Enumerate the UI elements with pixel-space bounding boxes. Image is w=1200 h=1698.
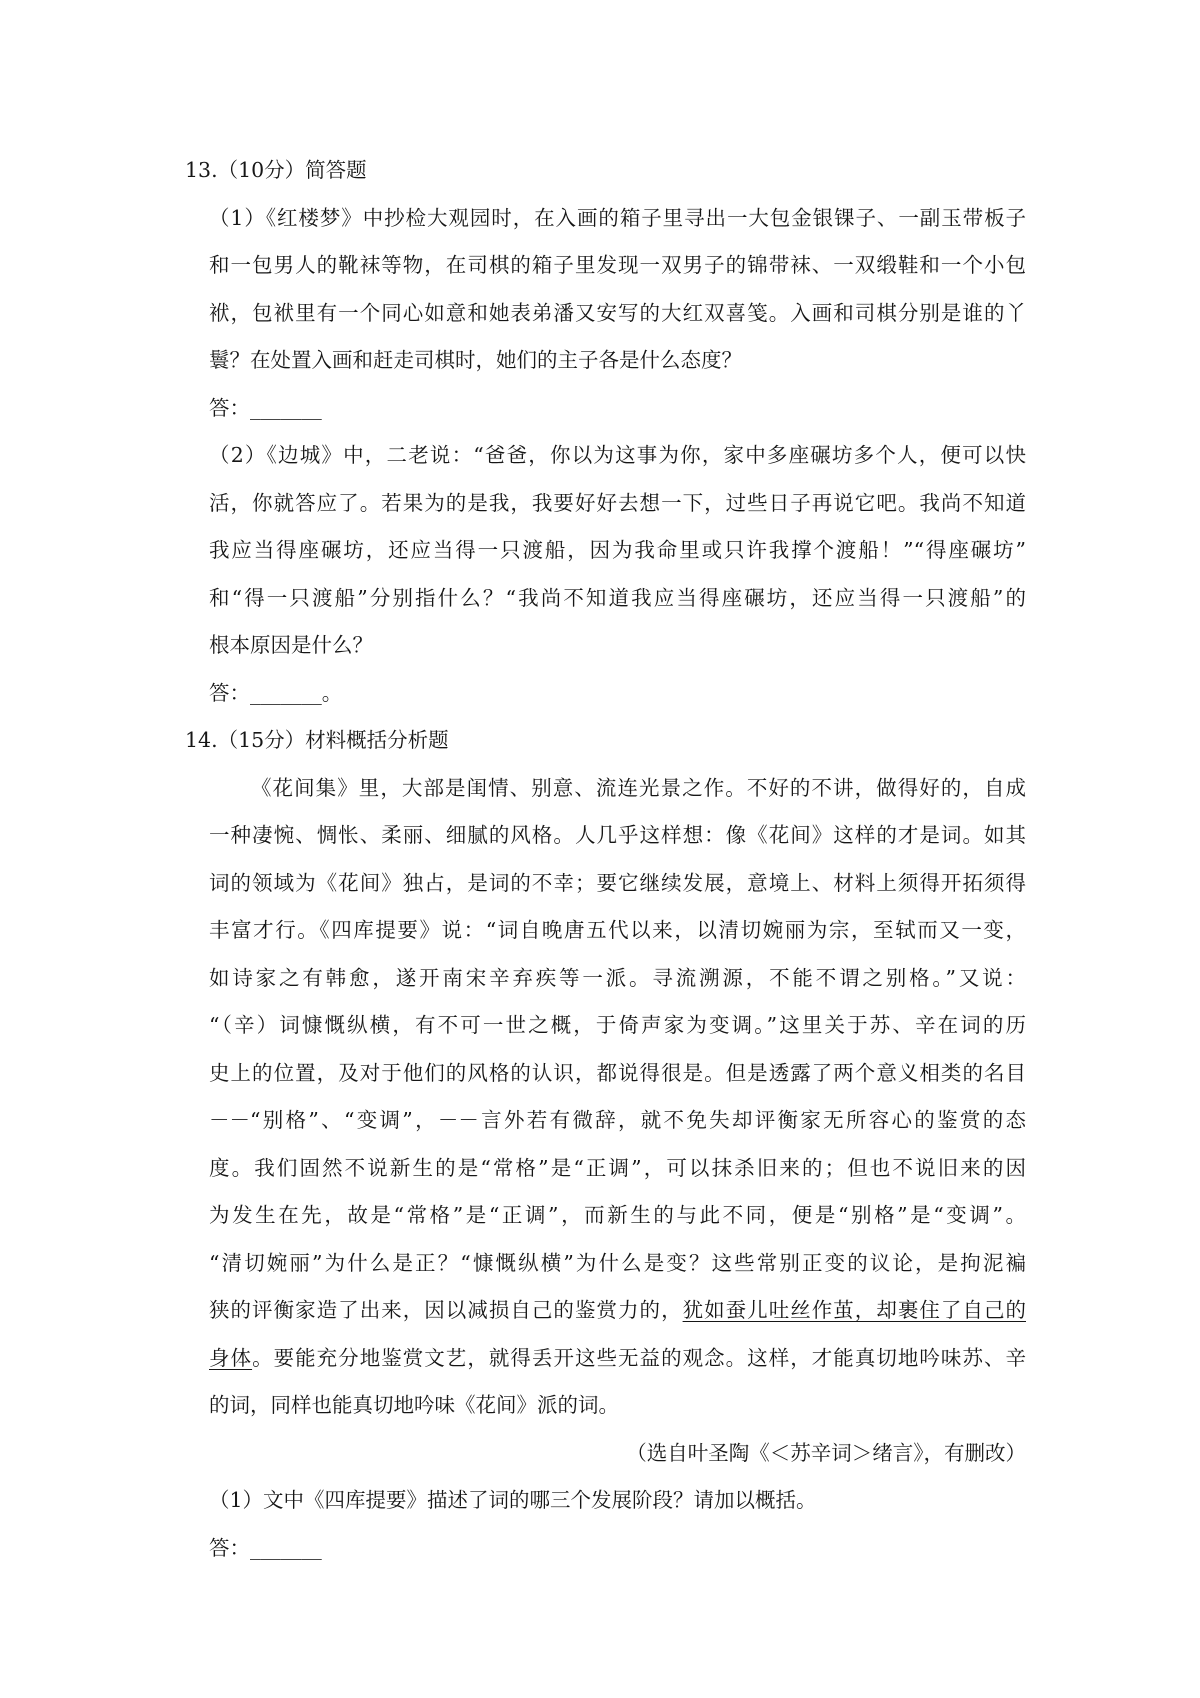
q14-part1-question: （1）文中《四库提要》描述了词的哪三个发展阶段？请加以概括。 bbox=[209, 1488, 817, 1512]
underlined-phrase: 犹如蚕儿吐丝作茧，却裹住了自己的 bbox=[682, 1298, 1026, 1322]
passage-line: －－“别格”、“变调”，－－言外若有微辞，就不免失却评衡家无所容心的鉴赏的态 bbox=[209, 1108, 1026, 1132]
q13-part2-line: 活，你就答应了。若果为的是我，我要好好去想一下，过些日子再说它吧。我尚不知道 bbox=[209, 490, 1026, 515]
passage-line: 一种凄惋、惆怅、柔丽、细腻的风格。人几乎这样想：像《花间》这样的才是词。如其 bbox=[209, 823, 1026, 847]
q13-part1-answer: 答：_______ bbox=[209, 395, 322, 420]
q13-part1-line: 袱，包袱里有一个同心如意和她表弟潘又安写的大红双喜笺。入画和司棋分别是谁的丫 bbox=[209, 300, 1026, 325]
q13-part1-line: 鬟？在处置入画和赶走司棋时，她们的主子各是什么态度？ bbox=[209, 348, 742, 372]
q13-part2-line: （2）《边城》中，二老说：“爸爸，你以为这事为你，家中多座碾坊多个人，便可以快 bbox=[209, 443, 1026, 467]
q14-heading: 14.（15分）材料概括分析题 bbox=[185, 728, 449, 752]
passage-line: “清切婉丽”为什么是正？“慷慨纵横”为什么是变？这些常别正变的议论，是拘泥褊 bbox=[209, 1250, 1026, 1275]
q13-part2-line: 我应当得座碾坊，还应当得一只渡船，因为我命里或只许我撑个渡船！”“得座碾坊” bbox=[209, 538, 1026, 562]
q13-part2-line: 根本原因是什么？ bbox=[209, 633, 373, 657]
q13-part1-line: 和一包男人的靴袜等物，在司棋的箱子里发现一双男子的锦带袜、一双缎鞋和一个小包 bbox=[209, 253, 1026, 277]
passage-line: 词的领域为《花间》独占，是词的不幸；要它继续发展，意境上、材料上须得开拓须得 bbox=[209, 870, 1026, 895]
passage-line: “（辛）词慷慨纵横，有不可一世之概，于倚声家为变调。”这里关于苏、辛在词的历 bbox=[209, 1013, 1026, 1037]
passage-line: 为发生在先，故是“常格”是“正调”，而新生的与此不同，便是“别格”是“变调”。 bbox=[209, 1203, 1026, 1227]
passage-source: （选自叶圣陶《＜苏辛词＞绪言》，有删改） bbox=[626, 1440, 1026, 1465]
underlined-phrase: 身体 bbox=[209, 1345, 253, 1370]
passage-line: 如诗家之有韩愈，遂开南宋辛弃疾等一派。寻流溯源，不能不谓之别格。”又说： bbox=[209, 965, 1026, 990]
passage-line: 《花间集》里，大部是闺情、别意、流连光景之作。不好的不讲，做得好的，自成 bbox=[251, 775, 1026, 800]
passage-line: 度。我们固然不说新生的是“常格”是“正调”，可以抹杀旧来的；但也不说旧来的因 bbox=[209, 1155, 1026, 1180]
q13-part2-line: 和“得一只渡船”分别指什么？“我尚不知道我应当得座碾坊，还应当得一只渡船”的 bbox=[209, 585, 1026, 610]
passage-line: 的词，同样也能真切地吟味《花间》派的词。 bbox=[209, 1393, 619, 1417]
passage-line bbox=[209, 1287, 1026, 1335]
passage-text: 。要能充分地鉴赏文艺，就得丢开这些无益的观念。这样，才能真切地吟味苏、辛 bbox=[252, 1345, 1027, 1370]
passage-line bbox=[209, 1335, 1026, 1383]
q13-heading: 13.（10分）简答题 bbox=[185, 158, 367, 182]
passage-line: 丰富才行。《四库提要》说：“词自晚唐五代以来，以清切婉丽为宗，至轼而又一变， bbox=[209, 918, 1026, 942]
q13-part1-line: （1）《红楼梦》中抄检大观园时，在入画的箱子里寻出一大包金银锞子、一副玉带板子 bbox=[209, 205, 1026, 230]
q14-part1-answer: 答：_______ bbox=[209, 1535, 322, 1560]
passage-line: 史上的位置，及对于他们的风格的认识，都说得很是。但是透露了两个意义相类的名目 bbox=[209, 1060, 1026, 1085]
exam-page bbox=[0, 147, 1200, 1572]
passage-text: 狭的评衡家造了出来，因以减损自己的鉴赏力的， bbox=[209, 1298, 683, 1322]
q13-part2-answer: 答：_______。 bbox=[209, 680, 343, 705]
